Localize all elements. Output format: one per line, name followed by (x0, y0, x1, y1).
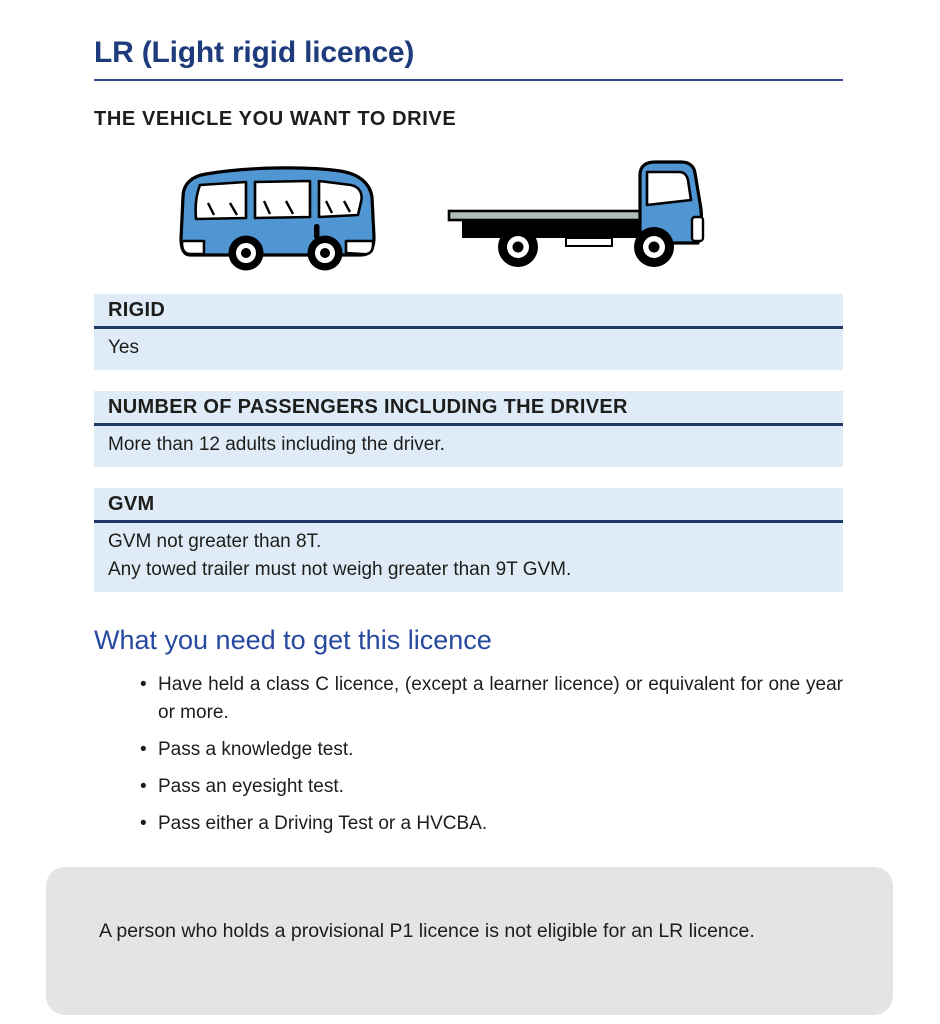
note-text: A person who holds a provisional P1 licence is not eligible for an LR licence. (99, 920, 755, 942)
spec-section-rigid (94, 294, 843, 370)
spec-value-gvm (94, 523, 843, 592)
requirement-item: • Pass either a Driving Test or a HVCBA. (140, 810, 843, 838)
content-column (94, 0, 843, 838)
requirements-heading: What you need to get this licence (94, 625, 492, 655)
requirement-item: • Have held a class C licence, (except a learner licence) or equivalent for one year or more. (140, 671, 843, 727)
spec-value-rigid (94, 329, 843, 370)
spec-value-line: Yes (108, 337, 139, 358)
spec-value-passengers (94, 426, 843, 467)
spec-value-line: More than 12 adults including the driver. (108, 434, 445, 455)
vehicle-section-heading: THE VEHICLE YOU WANT TO DRIVE (94, 108, 457, 130)
spec-section-passengers (94, 391, 843, 467)
spec-header-gvm: GVM (94, 488, 843, 523)
spec-value-line: Any towed trailer must not weigh greater than 9T GVM. (108, 559, 572, 580)
title-underline-rule (94, 79, 843, 81)
spec-value-line: GVM not greater than 8T. (108, 531, 322, 552)
page-title: LR (Light rigid licence) (94, 36, 415, 69)
note-box (46, 867, 893, 1015)
requirement-item: • Pass an eyesight test. (140, 773, 843, 801)
spec-header-rigid: RIGID (94, 294, 843, 329)
spec-header-passengers: NUMBER OF PASSENGERS INCLUDING THE DRIVER (94, 391, 843, 426)
requirements-list (94, 671, 843, 838)
flatbed-truck-icon (446, 153, 708, 273)
vehicle-illustrations (94, 153, 843, 273)
minibus-icon (174, 157, 380, 273)
spec-section-gvm (94, 488, 843, 592)
requirement-item: • Pass a knowledge test. (140, 736, 843, 764)
